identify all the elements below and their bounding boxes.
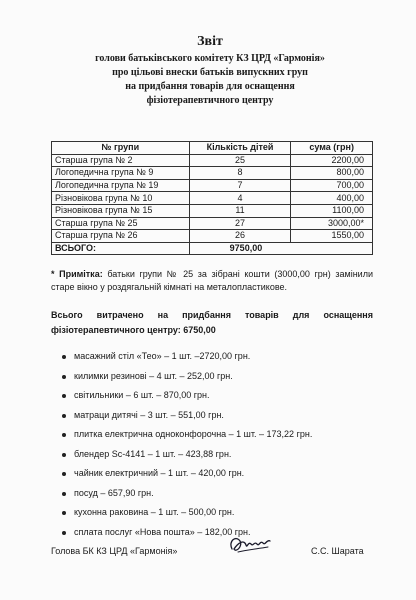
spending-summary (51, 308, 373, 338)
contributions-table (51, 141, 373, 255)
footnote-text: батьки групи № 25 за зібрані кошти (3000,00 грн) замінили старе вікно у роздягальній кімнаті на металопластикове. (51, 269, 373, 292)
document-title: Звіт (197, 34, 223, 49)
list-item: масажний стіл «Тео» – 1 шт. –2720,00 грн. (62, 347, 382, 367)
group-cell: Логопедична група № 19 (52, 179, 190, 192)
children-cell: 7 (189, 179, 291, 192)
signatory-position: Голова БК КЗ ЦРД «Гармонія» (51, 546, 178, 556)
footnote (51, 268, 373, 294)
group-cell: Різновікова група № 15 (52, 204, 190, 217)
bullet-icon (62, 394, 66, 398)
subtitle-line-4: фізіотерапевтичного центру (146, 95, 274, 106)
sum-cell: 700,00 (291, 179, 373, 192)
total-label: ВСЬОГО: (52, 242, 190, 255)
sum-cell: 400,00 (291, 192, 373, 205)
header-children: Кількість дітей (189, 142, 291, 155)
bullet-icon (62, 472, 66, 476)
purchased-items-list (62, 347, 382, 542)
table-row (52, 192, 373, 205)
children-cell: 4 (189, 192, 291, 205)
bullet-icon (62, 531, 66, 535)
table-row (52, 167, 373, 180)
bullet-icon (62, 511, 66, 515)
total-row (52, 242, 373, 255)
list-item: світильники – 6 шт. – 870,00 грн. (62, 386, 382, 406)
sum-cell: 2200,00 (291, 154, 373, 167)
children-cell: 25 (189, 154, 291, 167)
group-cell: Старша група № 26 (52, 230, 190, 243)
children-cell: 8 (189, 167, 291, 180)
list-item: килимки резинові – 4 шт. – 252,00 грн. (62, 367, 382, 387)
sum-cell: 800,00 (291, 167, 373, 180)
table-row (52, 179, 373, 192)
group-cell: Логопедична група № 9 (52, 167, 190, 180)
list-item: плитка електрична одноконфорочна – 1 шт. – 173,22 грн. (62, 425, 382, 445)
group-cell: Старша група № 25 (52, 217, 190, 230)
bullet-icon (62, 492, 66, 496)
group-cell: Різновікова група № 10 (52, 192, 190, 205)
group-cell: Старша група № 2 (52, 154, 190, 167)
list-item: кухонна раковина – 1 шт. – 500,00 грн. (62, 503, 382, 523)
list-item: сплата послуг «Нова пошта» – 182,00 грн. (62, 523, 382, 543)
summary-line-1: Всього витрачено на придбання товарів для оснащення (51, 310, 373, 320)
list-item: посуд – 657,90 грн. (62, 484, 382, 504)
list-item: чайник електричний – 1 шт. – 420,00 грн. (62, 464, 382, 484)
children-cell: 11 (189, 204, 291, 217)
table-row (52, 154, 373, 167)
subtitle-line-1: голови батьківського комітету КЗ ЦРД «Гармонія» (95, 53, 325, 64)
handwritten-signature-icon (226, 531, 274, 559)
list-item: блендер Sc-4141 – 1 шт. – 423,88 грн. (62, 445, 382, 465)
bullet-icon (62, 414, 66, 418)
bullet-icon (62, 453, 66, 457)
bullet-icon (62, 375, 66, 379)
sum-cell: 3000,00* (291, 217, 373, 230)
list-item: матраци дитячі – 3 шт. – 551,00 грн. (62, 406, 382, 426)
table-row (52, 204, 373, 217)
signatory-name: С.С. Шарата (311, 546, 364, 556)
subtitle-line-2: про цільові внески батьків випускних груп (112, 67, 308, 78)
footnote-label: * Примітка: (51, 269, 103, 279)
bullet-icon (62, 355, 66, 359)
header-group: № групи (52, 142, 190, 155)
subtitle-line-3: на придбання товарів для оснащення (125, 81, 295, 92)
sum-cell: 1550,00 (291, 230, 373, 243)
children-cell: 27 (189, 217, 291, 230)
table-row (52, 230, 373, 243)
header-sum: сума (грн) (291, 142, 373, 155)
table-header-row (52, 142, 373, 155)
total-value: 9750,00 (189, 242, 372, 255)
sum-cell: 1100,00 (291, 204, 373, 217)
children-cell: 26 (189, 230, 291, 243)
table-row (52, 217, 373, 230)
summary-line-2: фізіотерапевтичного центру: 6750,00 (51, 325, 216, 335)
bullet-icon (62, 433, 66, 437)
